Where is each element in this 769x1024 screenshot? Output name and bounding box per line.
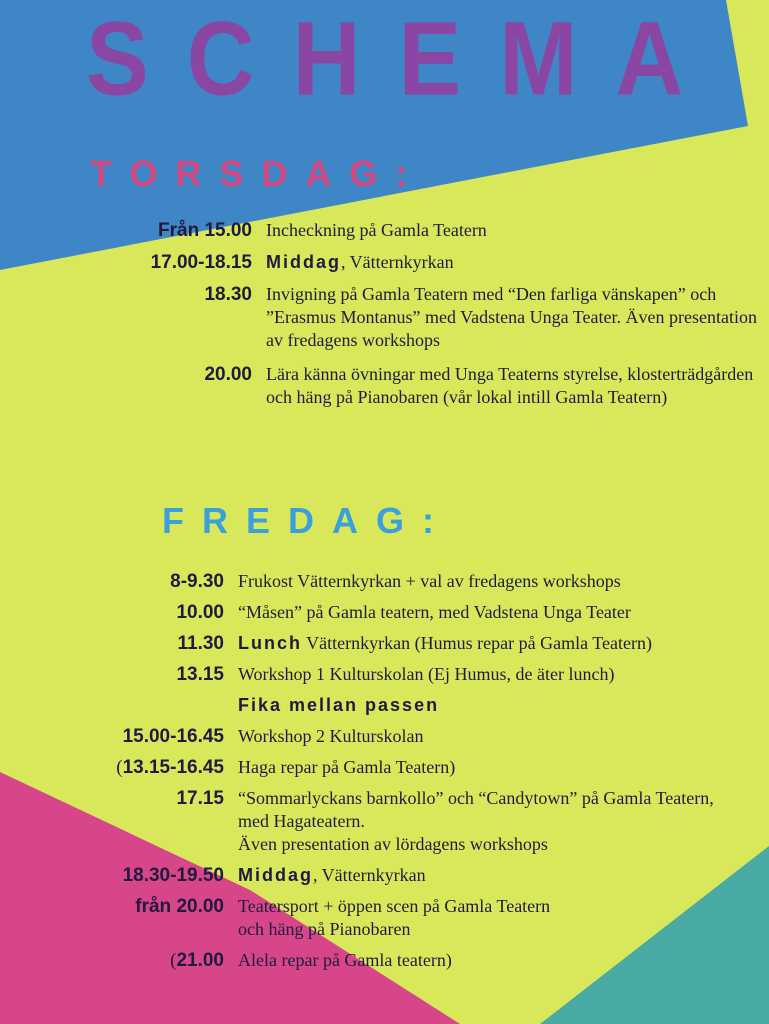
schedule-fredag xyxy=(0,570,769,972)
item-time-value: 21.00 xyxy=(176,950,224,971)
item-time xyxy=(135,895,224,919)
schedule-item xyxy=(0,632,769,655)
item-time xyxy=(116,756,224,780)
schedule-item xyxy=(0,219,769,242)
item-description xyxy=(238,725,738,748)
schedule-item xyxy=(0,694,769,717)
item-text: Alela repar på Gamla teatern) xyxy=(238,950,452,970)
item-time-value: 10.00 xyxy=(176,602,224,623)
item-time xyxy=(170,570,224,594)
item-description xyxy=(238,756,738,779)
item-time-value: 13.15 xyxy=(176,664,224,685)
item-time-value: 20.00 xyxy=(204,364,252,385)
item-time-value: Från 15.00 xyxy=(158,220,252,241)
item-time-value: 18.30 xyxy=(204,284,252,305)
item-description xyxy=(238,895,738,941)
item-text: Workshop 2 Kulturskolan xyxy=(238,726,424,746)
item-description xyxy=(238,949,738,972)
day-heading-fredag: FREDAG: xyxy=(162,500,452,541)
item-description xyxy=(266,219,766,242)
item-time xyxy=(176,601,224,625)
item-time-value: 17.15 xyxy=(176,788,224,809)
item-description xyxy=(238,601,738,624)
item-time-value: 15.00-16.45 xyxy=(122,726,224,747)
schedule-item xyxy=(0,363,769,409)
schedule-item xyxy=(0,756,769,779)
item-text: Frukost Vätternkyrkan + val av fredagens workshops xyxy=(238,571,621,591)
item-time xyxy=(176,787,224,811)
item-text: Teatersport + öppen scen på Gamla Teatern och häng på Pianobaren xyxy=(238,896,551,939)
schedule-item xyxy=(0,949,769,972)
item-highlight: Middag xyxy=(266,252,341,272)
page-title: SCHEMA xyxy=(86,0,722,117)
item-text: , Vätternkyrkan xyxy=(341,252,454,272)
item-description xyxy=(238,632,738,655)
item-time xyxy=(158,219,252,243)
item-highlight: Fika mellan passen xyxy=(238,695,440,715)
schedule-torsdag xyxy=(0,219,769,409)
item-highlight: Middag xyxy=(238,865,313,885)
item-time-bracket: ( xyxy=(116,757,123,778)
item-time xyxy=(178,632,225,656)
item-description xyxy=(266,283,766,352)
item-description xyxy=(266,363,766,409)
item-time xyxy=(123,864,224,888)
item-text: “Måsen” på Gamla teatern, med Vadstena Unga Teater xyxy=(238,602,631,622)
item-time-value: 11.30 xyxy=(177,633,224,654)
schedule-item xyxy=(0,570,769,593)
item-time xyxy=(170,949,224,973)
item-text: Vätternkyrkan (Humus repar på Gamla Teatern) xyxy=(302,633,652,653)
item-description xyxy=(266,251,766,274)
schedule-item xyxy=(0,895,769,941)
item-time-bracket: ( xyxy=(170,950,177,971)
schedule-item xyxy=(0,283,769,352)
schedule-item xyxy=(0,864,769,887)
item-time xyxy=(204,283,252,307)
item-text: “Sommarlyckans barnkollo” och “Candytown” på Gamla Teatern, med Hagateatern. Även presentation av lördagens workshops xyxy=(238,788,714,854)
item-description xyxy=(238,694,738,717)
item-text: Invigning på Gamla Teatern med “Den farliga vänskapen” och ”Erasmus Montanus” med Vadstena Unga Teater. Även presentation av fredagens workshops xyxy=(266,284,757,350)
item-time-value: från 20.00 xyxy=(135,896,224,917)
item-time xyxy=(204,363,252,387)
day-heading-torsdag: TORSDAG: xyxy=(90,153,426,194)
item-description xyxy=(238,663,738,686)
item-text: Incheckning på Gamla Teatern xyxy=(266,220,487,240)
item-time-value: 13.15-16.45 xyxy=(122,757,224,778)
item-text: Haga repar på Gamla Teatern) xyxy=(238,757,456,777)
schedule-item xyxy=(0,251,769,274)
item-time-value: 18.30-19.50 xyxy=(122,865,224,886)
schedule-item xyxy=(0,663,769,686)
item-description xyxy=(238,570,738,593)
item-time-value: 8-9.30 xyxy=(170,571,224,592)
item-description xyxy=(238,864,738,887)
schedule-item xyxy=(0,725,769,748)
item-highlight: Lunch xyxy=(238,633,302,653)
schedule-item xyxy=(0,601,769,624)
item-text: , Vätternkyrkan xyxy=(313,865,426,885)
item-time-value: 17.00-18.15 xyxy=(150,252,252,273)
item-time xyxy=(123,725,224,749)
schedule-item xyxy=(0,787,769,856)
item-text: Lära känna övningar med Unga Teaterns styrelse, klosterträdgården och häng på Pianobaren (vår lokal intill Gamla Teatern) xyxy=(266,364,754,407)
item-time xyxy=(151,251,252,275)
item-description xyxy=(238,787,738,856)
item-text: Workshop 1 Kulturskolan (Ej Humus, de äter lunch) xyxy=(238,664,615,684)
item-time xyxy=(176,663,224,687)
